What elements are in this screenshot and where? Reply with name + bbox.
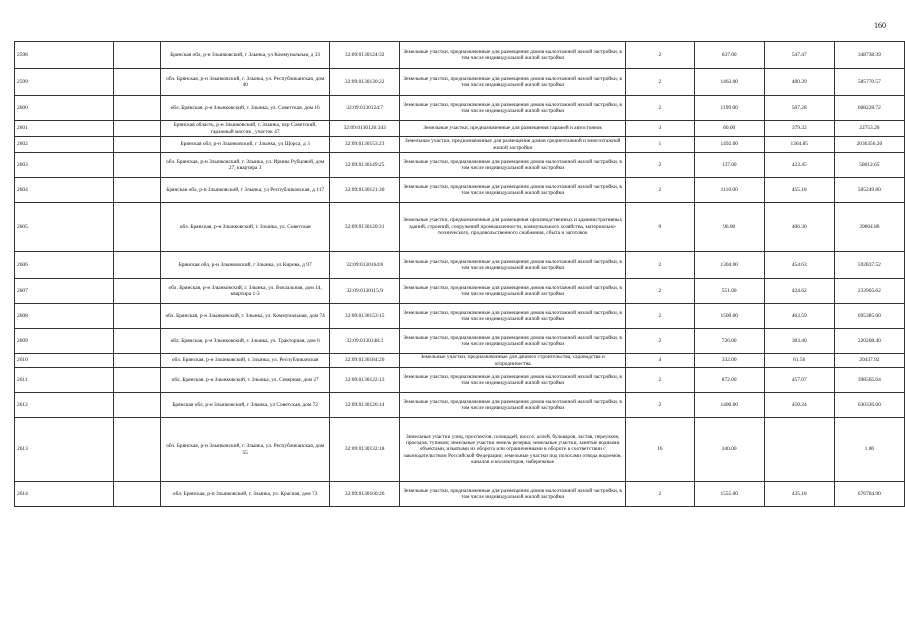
table-row <box>15 42 905 69</box>
rate-cell: 547.47 <box>764 42 834 69</box>
row-gap <box>114 304 161 329</box>
address-cell: Брянская обл, р-н Злынковский, г Злынка, ул Щорса, д 3 <box>161 137 329 153</box>
row-gap <box>114 96 161 121</box>
rate-cell: 507.28 <box>764 96 834 121</box>
address-cell: обл. Брянская, р-н Злынковский, г. Злынка, ул. Тракторная, дом 6 <box>161 329 329 354</box>
cadastral-value-cell: 585770.57 <box>834 69 904 96</box>
row-number: 2609 <box>15 329 114 354</box>
row-number: 2606 <box>15 252 114 279</box>
area-cell: 340.00 <box>694 418 764 482</box>
rate-cell: 424.62 <box>764 279 834 304</box>
rate-cell: 457.07 <box>764 368 834 393</box>
land-use-cell: Земельные участки, предназначенные для размещения домов малоэтажной жилой застройки, в том числе индивидуальной жилой застройки <box>400 153 625 178</box>
row-number: 2600 <box>15 96 114 121</box>
address-cell: Брянская обл, р-н Злынковский, г Злынка, ул Коммунальная, д 33 <box>161 42 329 69</box>
category-cell: 2 <box>625 69 694 96</box>
land-use-cell: Земельные участки, предназначенные для размещения домов малоэтажной жилой застройки, в том числе индивидуальной жилой застройки <box>400 368 625 393</box>
area-cell: 1492.00 <box>694 137 764 153</box>
land-use-cell: Земельные участки, предназначенные для размещения домов малоэтажной жилой застройки, в том числе индивидуальной жилой застройки <box>400 252 625 279</box>
cadastral-number-cell: 32:09:0130148:3 <box>329 329 400 354</box>
row-number: 2601 <box>15 121 114 137</box>
row-gap <box>114 368 161 393</box>
table-row <box>15 121 905 137</box>
row-gap <box>114 329 161 354</box>
cadastral-number-cell: 32:09:0130121:30 <box>329 178 400 203</box>
table-row <box>15 329 905 354</box>
cadastral-value-cell: 630336.00 <box>834 393 904 418</box>
land-use-cell: Земельные участки, предназначенные для дачного строительства, садоводства и огородничества <box>400 354 625 368</box>
rate-cell: 423.45 <box>764 153 834 178</box>
land-use-cell: Земельные участки улиц, проспектов, площадей, шоссе, аллей, бульваров, застав, переулков, проездов, тупиков; земельные участки земель резерва; земельные участки, занятые водными объектами, изъятыми из оборота или ограниченными в обороте в соответствии с законодательством Российской Федерации; земельные участки под полосами отвода водоемов, каналов и коллекторов, набережные <box>400 418 625 482</box>
table-row <box>15 252 905 279</box>
table-row <box>15 178 905 203</box>
table-row <box>15 279 905 304</box>
table-row <box>15 69 905 96</box>
area-cell: 1500.00 <box>694 304 764 329</box>
address-cell: обл. Брянская, р-н Злынковский, г. Злынка, ул. Северная, дом 27 <box>161 368 329 393</box>
category-cell: 4 <box>625 354 694 368</box>
land-use-cell: Земельные участки, предназначенные для размещения производственных и административных зданий, строений, сооружений промышленности, коммунального хозяйства, материально-технического, продовольственного снабжения, сбыта и заготовок <box>400 203 625 252</box>
category-cell: 2 <box>625 304 694 329</box>
area-cell: 1463.00 <box>694 69 764 96</box>
rate-cell: 450.24 <box>764 393 834 418</box>
category-cell: 2 <box>625 279 694 304</box>
category-cell: 2 <box>625 482 694 507</box>
address-cell: Брянская обл, р-н Злынковский, г Злынка, ул Кирова, д 97 <box>161 252 329 279</box>
area-cell: 1110.00 <box>694 178 764 203</box>
category-cell: 2 <box>625 178 694 203</box>
table-row <box>15 304 905 329</box>
land-use-cell: Земельные участки, предназначенные для размещения гаражей и автостоянок <box>400 121 625 137</box>
cadastral-number-cell: 32:09:0130153:15 <box>329 304 400 329</box>
row-number: 2605 <box>15 203 114 252</box>
cadastral-value-cell: 22753.20 <box>834 121 904 137</box>
cadastral-value-cell: 505249.80 <box>834 178 904 203</box>
address-cell: обл. Брянская, р-н Злынковский, г. Злынка, ул. Республиканская, дом 55 <box>161 418 329 482</box>
address-cell: обл. Брянская, р-н Злынковский, г. Злынка, ул. Красная, дом 73 <box>161 482 329 507</box>
area-cell: 96.00 <box>694 203 764 252</box>
cadastral-value-cell: 1.00 <box>834 418 904 482</box>
category-cell: 2 <box>625 329 694 354</box>
table-row <box>15 96 905 121</box>
cadastral-number-cell: 32:09:0130126:343 <box>329 121 400 137</box>
cadastral-number-cell: 32:09:0130115:9 <box>329 279 400 304</box>
land-use-cell: Земельные участки, предназначенные для размещения домов малоэтажной жилой застройки, в том числе индивидуальной жилой застройки <box>400 69 625 96</box>
rate-cell: 435.18 <box>764 482 834 507</box>
cadastral-number-cell: 32:09:0130124:32 <box>329 42 400 69</box>
rate-cell: 454.63 <box>764 252 834 279</box>
row-gap <box>114 178 161 203</box>
rate-cell: 379.22 <box>764 121 834 137</box>
land-use-cell: Земельные участки, предназначенные для размещения домов малоэтажной жилой застройки, в том числе индивидуальной жилой застройки <box>400 279 625 304</box>
cadastral-value-cell: 348738.39 <box>834 42 904 69</box>
land-use-cell: Земельные участки, предназначенные для размещения домов малоэтажной жилой застройки, в том числе индивидуальной жилой застройки <box>400 329 625 354</box>
cadastral-number-cell: 32:09:0130124:7 <box>329 96 400 121</box>
row-gap <box>114 354 161 368</box>
table-row <box>15 368 905 393</box>
table-row <box>15 482 905 507</box>
address-cell: обл. Брянская, р-н Злынковский, г. Злынка, ул. Советская, дом 16 <box>161 96 329 121</box>
land-use-cell: Земельные участки, предназначенные для размещения домов малоэтажной жилой застройки, в том числе индивидуальной жилой застройки <box>400 393 625 418</box>
rate-cell: 406.30 <box>764 203 834 252</box>
cadastral-number-cell: 32:09:0130132:18 <box>329 418 400 482</box>
cadastral-value-cell: 2036356.20 <box>834 137 904 153</box>
cadastral-value-table <box>14 41 905 507</box>
area-cell: 1199.00 <box>694 96 764 121</box>
address-cell: Брянская обл, р-н Злынковский, г Злынка, ул Республиканская, д 117 <box>161 178 329 203</box>
category-cell: 2 <box>625 368 694 393</box>
row-gap <box>114 482 161 507</box>
category-cell: 9 <box>625 203 694 252</box>
category-cell: 2 <box>625 393 694 418</box>
row-number: 2603 <box>15 153 114 178</box>
cadastral-number-cell: 32:09:0130120:31 <box>329 203 400 252</box>
cadastral-number-cell: 32:09:0130184:26 <box>329 354 400 368</box>
cadastral-value-cell: 695385.00 <box>834 304 904 329</box>
land-use-cell: Земельные участки, предназначенные для размещения домов малоэтажной жилой застройки, в том числе индивидуальной жилой застройки <box>400 42 625 69</box>
row-gap <box>114 418 161 482</box>
rate-cell: 1364.85 <box>764 137 834 153</box>
land-use-cell: Земельные участки, предназначенные для размещения домов малоэтажной жилой застройки, в том числе индивидуальной жилой застройки <box>400 96 625 121</box>
area-cell: 1400.00 <box>694 393 764 418</box>
area-cell: 1304.00 <box>694 252 764 279</box>
category-cell: 1 <box>625 137 694 153</box>
area-cell: 637.00 <box>694 42 764 69</box>
row-gap <box>114 203 161 252</box>
cadastral-value-cell: 592837.52 <box>834 252 904 279</box>
land-use-cell: Земельные участки, предназначенные для размещения домов малоэтажной жилой застройки, в том числе индивидуальной жилой застройки <box>400 178 625 203</box>
area-cell: 1555.00 <box>694 482 764 507</box>
land-use-cell: Земельные участки, предназначенные для размещения домов малоэтажной жилой застройки, в том числе индивидуальной жилой застройки <box>400 482 625 507</box>
category-cell: 3 <box>625 121 694 137</box>
row-gap <box>114 121 161 137</box>
row-number: 2610 <box>15 354 114 368</box>
address-cell: Брянская обл, р-н Злынковский, г Злынка, ул Советская, дом 72 <box>161 393 329 418</box>
rate-cell: 463.59 <box>764 304 834 329</box>
category-cell: 2 <box>625 252 694 279</box>
address-cell: обл. Брянская, р-н Злынковский, г. Злынка, ул. Вокзальная, дом 14, квартира 1-2 <box>161 279 329 304</box>
rate-cell <box>764 418 834 482</box>
cadastral-value-cell: 398565.04 <box>834 368 904 393</box>
area-cell: 726.00 <box>694 329 764 354</box>
address-cell: обл. Брянская, р-н Злынковский, г. Злынка, ул. Республиканская, дом 40 <box>161 69 329 96</box>
address-cell: обл. Брянская, р-н Злынковский, г. Злынка, ул. Республиканская <box>161 354 329 368</box>
table-row <box>15 153 905 178</box>
category-cell: 2 <box>625 42 694 69</box>
row-number: 2599 <box>15 69 114 96</box>
area-cell: 872.00 <box>694 368 764 393</box>
cadastral-number-cell: 32:09:0130122:13 <box>329 368 400 393</box>
rate-cell: 61.56 <box>764 354 834 368</box>
cadastral-value-cell: 20437.92 <box>834 354 904 368</box>
table-row <box>15 354 905 368</box>
rate-cell: 303.40 <box>764 329 834 354</box>
cadastral-number-cell: 32:09:0130164:8 <box>329 252 400 279</box>
area-cell: 332.00 <box>694 354 764 368</box>
rate-cell: 400.39 <box>764 69 834 96</box>
row-number: 2612 <box>15 393 114 418</box>
row-number: 2598 <box>15 42 114 69</box>
cadastral-value-cell: 58012.65 <box>834 153 904 178</box>
rate-cell: 455.18 <box>764 178 834 203</box>
row-number: 2614 <box>15 482 114 507</box>
address-cell: обл. Брянская, р-н Злынковский, г. Злынка, ул. Коммунальная, дом 74 <box>161 304 329 329</box>
category-cell: 2 <box>625 153 694 178</box>
land-use-cell: Земельные участки, предназначенные для размещения домов малоэтажной жилой застройки, в том числе индивидуальной жилой застройки <box>400 304 625 329</box>
cadastral-value-cell: 608228.72 <box>834 96 904 121</box>
cadastral-value-cell: 220268.40 <box>834 329 904 354</box>
cadastral-value-cell: 39004.80 <box>834 203 904 252</box>
cadastral-number-cell: 32:09:0130126:14 <box>329 393 400 418</box>
table-row <box>15 418 905 482</box>
cadastral-value-cell: 676704.90 <box>834 482 904 507</box>
row-number: 2602 <box>15 137 114 153</box>
area-cell: 551.00 <box>694 279 764 304</box>
row-gap <box>114 153 161 178</box>
category-cell: 16 <box>625 418 694 482</box>
address-cell: Брянская область, р-н Злынковский, г. Злынка, пер Советский, гаражный массив , участок 47 <box>161 121 329 137</box>
page-number: 160 <box>874 21 886 30</box>
row-gap <box>114 137 161 153</box>
row-number: 2604 <box>15 178 114 203</box>
table-row <box>15 203 905 252</box>
address-cell: обл. Брянская, р-н Злынковский, г. Злынка, ул. Советская <box>161 203 329 252</box>
row-number: 2613 <box>15 418 114 482</box>
cadastral-number-cell: 32:09:0130153:23 <box>329 137 400 153</box>
address-cell: обл. Брянская, р-н Злынковский, г. Злынка, ул. Ирины Рубцовой, дом 27, квартира 3 <box>161 153 329 178</box>
cadastral-number-cell: 32:09:0130149:25 <box>329 153 400 178</box>
row-gap <box>114 279 161 304</box>
row-number: 2611 <box>15 368 114 393</box>
table-row <box>15 393 905 418</box>
row-number: 2608 <box>15 304 114 329</box>
land-use-cell: Земельные участки, предназначенные для размещения домов среднеэтажной и многоэтажной жилой застройки <box>400 137 625 153</box>
area-cell: 60.00 <box>694 121 764 137</box>
cadastral-number-cell: 32:09:0130130:22 <box>329 69 400 96</box>
cadastral-number-cell: 32:09:0130160:26 <box>329 482 400 507</box>
table-row <box>15 137 905 153</box>
row-gap <box>114 252 161 279</box>
row-gap <box>114 393 161 418</box>
row-gap <box>114 42 161 69</box>
row-gap <box>114 69 161 96</box>
cadastral-value-cell: 233965.62 <box>834 279 904 304</box>
row-number: 2607 <box>15 279 114 304</box>
area-cell: 137.00 <box>694 153 764 178</box>
category-cell: 2 <box>625 96 694 121</box>
